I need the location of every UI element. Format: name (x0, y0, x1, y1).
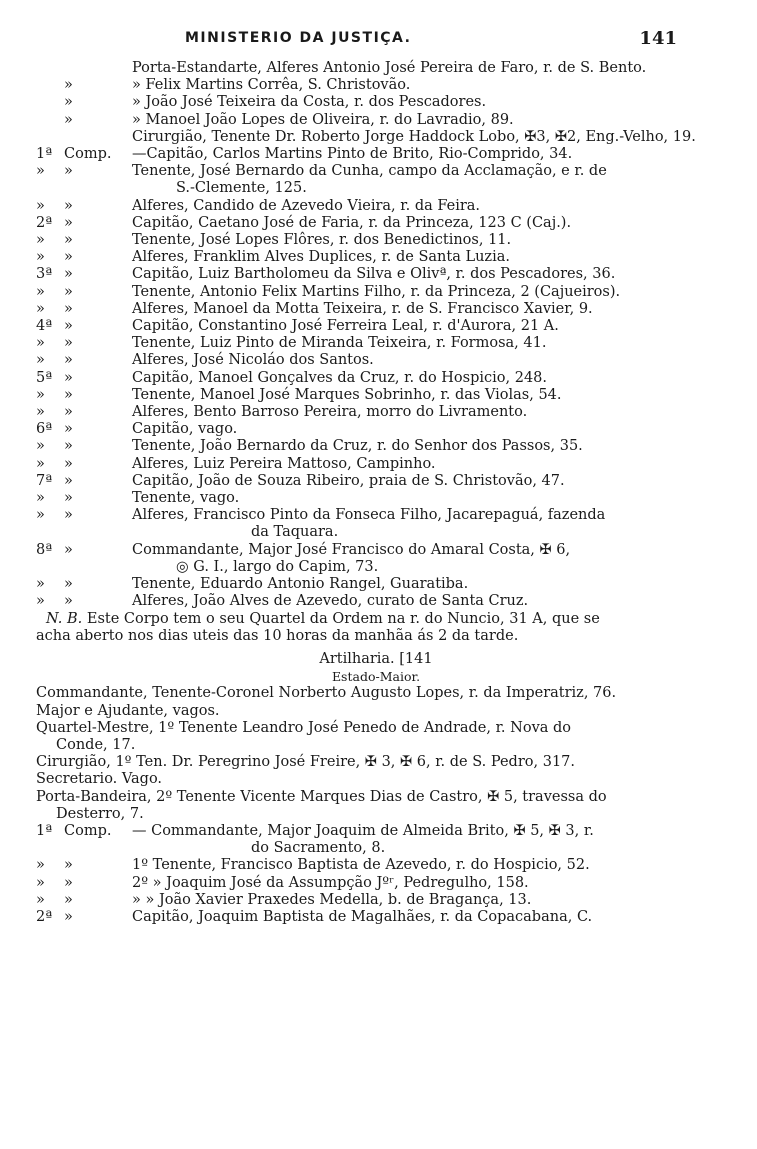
ditto-marker: » (64, 576, 73, 593)
entry-text: Commandante, Tenente-Coronel Norberto Augusto Lopes, r. da Imperatriz, 76. (36, 685, 617, 702)
text-line: do Sacramento, 8. (251, 840, 386, 857)
ditto-marker: » (64, 283, 73, 300)
text-line: da Taquara. (251, 524, 339, 541)
text-line (36, 823, 676, 840)
entry-text: Secretario. Vago. (36, 771, 163, 788)
company-marker: » (36, 455, 45, 472)
entry-text: Alferes, José Nicoláo dos Santos. (132, 352, 374, 369)
company-marker: 7ª (36, 472, 53, 489)
text-line (36, 60, 676, 77)
text-line (36, 892, 676, 909)
company-marker: » (36, 593, 45, 610)
entry-text: Tenente, Luiz Pinto de Miranda Teixeira, r. Formosa, 41. (132, 335, 547, 352)
entry-text: » » João Xavier Praxedes Medella, b. de Bragança, 13. (132, 891, 532, 908)
entry-text: Capitão, Joaquim Baptista de Magalhães, r. da Copacabana, C. (132, 908, 593, 925)
ditto-marker: » (64, 94, 73, 111)
section-subtitle-estado-maior: Estado-Maior. (331, 669, 421, 685)
entry-text: Tenente, José Bernardo da Cunha, campo da Acclamação, e r. de (132, 163, 607, 180)
company-marker: » (36, 857, 45, 874)
text-line (36, 94, 676, 111)
text-line (36, 352, 676, 369)
company-marker: 3ª (36, 266, 53, 283)
company-marker: » (36, 386, 45, 403)
entry-text: Major e Ajudante, vagos. (36, 702, 220, 719)
text-line (36, 318, 676, 335)
text-line (36, 112, 676, 129)
ditto-marker: » (64, 541, 73, 558)
entry-text: —Capitão, Carlos Martins Pinto de Brito, Rio-Comprido, 34. (132, 146, 573, 163)
nb-label: N. B. (46, 610, 83, 627)
ditto-marker: » (64, 266, 73, 283)
text-line (36, 456, 676, 473)
text-line: Conde, 17. (56, 736, 136, 753)
entry-text: Tenente, vago. (132, 490, 240, 507)
ditto-marker: » (64, 438, 73, 455)
entry-text: Cirurgião, 1º Ten. Dr. Peregrino José Freire, ✠ 3, ✠ 6, r. de S. Pedro, 317. (36, 754, 576, 771)
text-line (36, 387, 676, 404)
entry-text: Capitão, João de Souza Ribeiro, praia de S. Christovão, 47. (132, 472, 565, 489)
text-line (36, 703, 676, 720)
ditto-marker: » (64, 214, 73, 231)
ditto-marker: » (64, 593, 73, 610)
ditto-marker: » (64, 163, 73, 180)
entry-text: Tenente, José Lopes Flôres, r. dos Benedictinos, 11. (132, 232, 512, 249)
ditto-marker: Comp. (64, 822, 112, 839)
page-header (0, 30, 757, 52)
company-marker: » (36, 490, 45, 507)
nb-text: Este Corpo tem o seu Quartel da Ordem na r. do Nuncio, 31 A, que se (86, 610, 600, 627)
text-line (36, 685, 676, 702)
entry-text: Alferes, Francisco Pinto da Fonseca Filho, Jacarepaguá, fazenda (132, 507, 606, 524)
company-marker: » (36, 300, 45, 317)
company-marker: 5ª (36, 369, 53, 386)
entry-text: Capitão, vago. (132, 421, 238, 438)
text-line (36, 576, 676, 593)
text-line (36, 909, 676, 926)
running-head: MINISTERIO DA JUSTIÇA. (185, 30, 412, 46)
ditto-marker: » (64, 369, 73, 386)
ditto-marker: » (64, 318, 73, 335)
ditto-marker: » (64, 421, 73, 438)
entry-text: 1º Tenente, Francisco Baptista de Azevedo, r. do Hospicio, 52. (132, 857, 590, 874)
text-line (36, 301, 676, 318)
text-line (36, 542, 676, 559)
company-marker: » (36, 507, 45, 524)
company-marker: 1ª (36, 822, 53, 839)
text-line (36, 857, 676, 874)
company-marker: » (36, 283, 45, 300)
text-line (36, 128, 696, 146)
entry-text: Capitão, Manoel Gonçalves da Cruz, r. do Hospicio, 248. (132, 369, 548, 386)
text-line (36, 754, 676, 771)
company-marker: » (36, 404, 45, 421)
section-title-artilharia: Artilharia. [141 (319, 650, 433, 667)
company-marker: 4ª (36, 318, 53, 335)
company-marker: » (36, 249, 45, 266)
entry-text: Alferes, Franklim Alves Duplices, r. de Santa Luzia. (132, 249, 510, 266)
ditto-marker: Comp. (64, 146, 112, 163)
text-line: S.-Clemente, 125. (176, 180, 307, 197)
ditto-marker: » (64, 472, 73, 489)
company-marker: 1ª (36, 146, 53, 163)
company-marker: » (36, 163, 45, 180)
page-number: 141 (639, 28, 677, 49)
entry-text: Tenente, João Bernardo da Cruz, r. do Senhor dos Passos, 35. (132, 438, 583, 455)
company-marker: » (36, 891, 45, 908)
cavalry-officer-list (36, 60, 696, 611)
company-marker: » (36, 576, 45, 593)
ditto-marker: » (64, 490, 73, 507)
entry-text: Tenente, Eduardo Antonio Rangel, Guaratiba. (132, 576, 469, 593)
text-line (36, 146, 676, 163)
entry-text: Alferes, João Alves de Azevedo, curato de Santa Cruz. (132, 593, 529, 610)
text-line (36, 490, 676, 507)
text-line (36, 232, 676, 249)
entry-text: Alferes, Candido de Azevedo Vieira, r. da Feira. (132, 197, 481, 214)
text-line (36, 473, 676, 490)
ditto-marker: » (64, 197, 73, 214)
artillery-staff-list (36, 685, 676, 823)
ditto-marker: » (64, 455, 73, 472)
entry-text: — Commandante, Major Joaquim de Almeida Brito, ✠ 5, ✠ 3, r. (132, 822, 594, 839)
text-line: ◎ G. I., largo do Capim, 73. (176, 558, 379, 575)
ditto-marker: » (64, 249, 73, 266)
ditto-marker: » (64, 507, 73, 524)
entry-text: » João José Teixeira da Costa, r. dos Pescadores. (132, 94, 487, 111)
company-marker: 2ª (36, 214, 53, 231)
text-line (36, 789, 676, 806)
text-line (36, 215, 676, 232)
company-marker: » (36, 352, 45, 369)
text-line (36, 77, 676, 94)
entry-text: Cirurgião, Tenente Dr. Roberto Jorge Haddock Lobo, ✠3, ✠2, Eng.-Velho, 19. (132, 128, 696, 145)
ditto-marker: » (64, 352, 73, 369)
text-line (36, 370, 676, 387)
entry-text: Capitão, Constantino José Ferreira Leal, r. d'Aurora, 21 A. (132, 318, 559, 335)
entry-text: Alferes, Bento Barroso Pereira, morro do Livramento. (132, 404, 528, 421)
ditto-marker: » (64, 386, 73, 403)
entry-text: » Manoel João Lopes de Oliveira, r. do Lavradio, 89. (132, 111, 514, 128)
text-line (36, 438, 676, 455)
company-marker: » (36, 197, 45, 214)
text-line (36, 163, 676, 180)
text-block (36, 60, 696, 926)
text-line (36, 404, 676, 421)
text-line (36, 593, 676, 610)
company-marker: 2ª (36, 908, 53, 925)
ditto-marker: » (64, 232, 73, 249)
entry-text: Tenente, Manoel José Marques Sobrinho, r. das Violas, 54. (132, 386, 562, 403)
ditto-marker: » (64, 908, 73, 925)
entry-text: Porta-Estandarte, Alferes Antonio José Pereira de Faro, r. de S. Bento. (132, 60, 647, 76)
ditto-marker: » (64, 874, 73, 891)
text-line (36, 266, 676, 283)
company-marker: 6ª (36, 421, 53, 438)
ditto-marker: » (64, 891, 73, 908)
text-line (36, 198, 676, 215)
company-marker: » (36, 232, 45, 249)
text-line (36, 249, 676, 266)
text-line (36, 284, 676, 301)
nb-text-continued: acha aberto nos dias uteis das 10 horas da manhãa ás 2 da tarde. (36, 627, 519, 644)
text-line (36, 771, 676, 788)
text-line (36, 335, 676, 352)
entry-text: Capitão, Caetano José de Faria, r. da Princeza, 123 C (Caj.). (132, 214, 572, 231)
entry-text: Quartel-Mestre, 1º Tenente Leandro José Penedo de Andrade, r. Nova do (36, 719, 572, 736)
ditto-marker: » (64, 857, 73, 874)
ditto-marker: » (64, 77, 73, 94)
artillery-company-list (36, 823, 676, 926)
ditto-marker: » (64, 111, 73, 128)
entry-text: Porta-Bandeira, 2º Tenente Vicente Marques Dias de Castro, ✠ 5, travessa do (36, 788, 607, 805)
text-line (36, 421, 676, 438)
ditto-marker: » (64, 404, 73, 421)
company-marker: » (36, 874, 45, 891)
entry-text: Commandante, Major José Francisco do Amaral Costa, ✠ 6, (132, 541, 571, 558)
company-marker: » (36, 335, 45, 352)
text-line (36, 507, 676, 524)
ditto-marker: » (64, 300, 73, 317)
entry-text: 2º » Joaquim José da Assumpção Jºʳ, Pedregulho, 158. (132, 874, 529, 891)
entry-text: » Felix Martins Corrêa, S. Christovão. (132, 77, 411, 94)
ditto-marker: » (64, 335, 73, 352)
text-line (36, 720, 676, 737)
text-line: Desterro, 7. (56, 805, 144, 822)
company-marker: 8ª (36, 541, 53, 558)
entry-text: Alferes, Manoel da Motta Teixeira, r. de S. Francisco Xavier, 9. (132, 300, 593, 317)
entry-text: Alferes, Luiz Pereira Mattoso, Campinho. (132, 455, 436, 472)
nota-bene (36, 611, 676, 628)
company-marker: » (36, 438, 45, 455)
entry-text: Tenente, Antonio Felix Martins Filho, r. da Princeza, 2 (Cajueiros). (132, 283, 621, 300)
text-line (36, 875, 676, 892)
entry-text: Capitão, Luiz Bartholomeu da Silva e Olivª, r. dos Pescadores, 36. (132, 266, 616, 283)
